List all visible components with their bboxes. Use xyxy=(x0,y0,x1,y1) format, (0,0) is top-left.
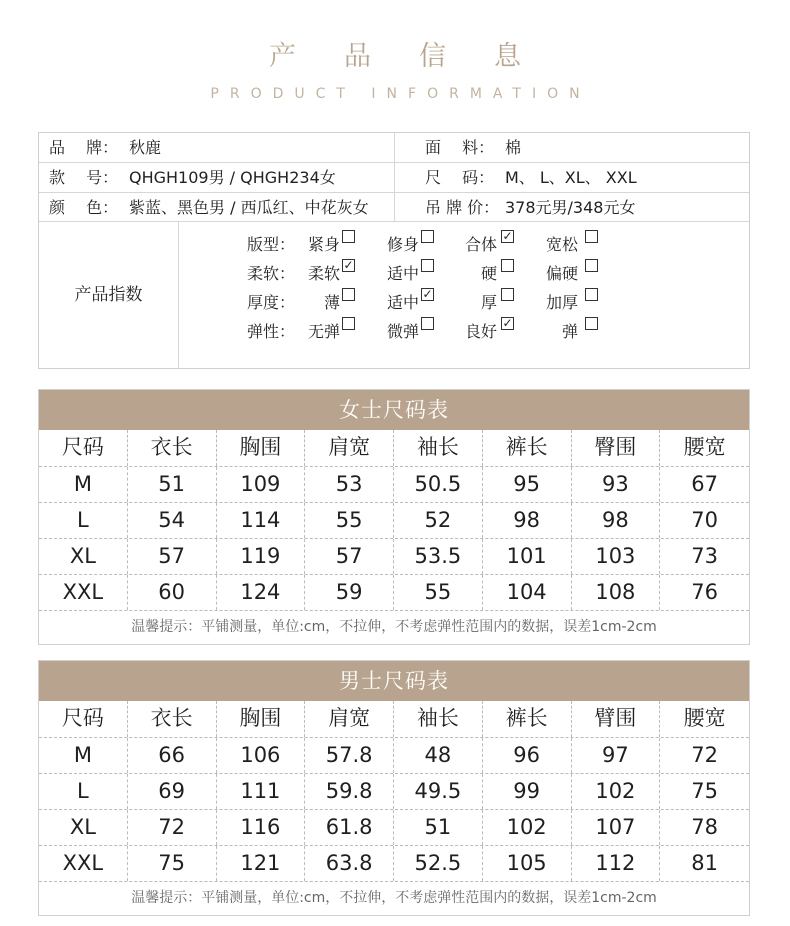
checkbox-icon xyxy=(585,288,598,301)
table-cell: 97 xyxy=(572,738,661,773)
table-cell: M xyxy=(39,738,128,773)
column-header: 肩宽 xyxy=(305,701,394,737)
table-cell: 53.5 xyxy=(394,539,483,574)
table-cell: M xyxy=(39,467,128,502)
table-cell: 106 xyxy=(217,738,306,773)
table-cell: 55 xyxy=(394,575,483,610)
info-row-color xyxy=(39,193,749,222)
column-header: 袖长 xyxy=(394,701,483,737)
table-cell: 116 xyxy=(217,810,306,845)
table-row xyxy=(39,503,749,539)
table-cell: 98 xyxy=(572,503,661,538)
table-row xyxy=(39,738,749,774)
men-size-table xyxy=(38,660,750,916)
table-cell: 81 xyxy=(691,851,718,875)
column-header: 腰宽 xyxy=(683,435,726,459)
table-cell: 70 xyxy=(691,508,718,532)
product-info-table xyxy=(38,132,750,369)
table-header-row xyxy=(39,701,749,738)
column-header: 臀围 xyxy=(572,430,661,466)
table-cell: 60 xyxy=(128,575,217,610)
checkbox-icon xyxy=(342,230,355,243)
column-header: 衣长 xyxy=(128,701,217,737)
table-cell: 108 xyxy=(572,575,661,610)
checked-box-icon: ✓ xyxy=(422,287,433,301)
women-table-title: 女士尺码表 xyxy=(39,390,749,430)
table-cell: 121 xyxy=(217,846,306,881)
men-grid xyxy=(39,701,749,882)
info-row-model xyxy=(39,163,749,193)
table-cell: L xyxy=(39,774,128,809)
index-option-label: 宽松 xyxy=(545,235,578,254)
index-option-label: 厚 xyxy=(480,293,497,312)
table-cell: XXL xyxy=(39,846,128,881)
checkbox-icon xyxy=(585,317,598,330)
checked-box-icon: ✓ xyxy=(502,316,513,330)
table-cell: 93 xyxy=(572,467,661,502)
table-cell: 54 xyxy=(128,503,217,538)
table-cell: 111 xyxy=(217,774,306,809)
checkbox-icon xyxy=(421,230,434,243)
table-cell: 114 xyxy=(217,503,306,538)
table-cell: 61.8 xyxy=(305,810,394,845)
table-cell: L xyxy=(39,503,128,538)
checkbox-icon xyxy=(585,259,598,272)
table-cell: 112 xyxy=(572,846,661,881)
table-cell: 99 xyxy=(483,774,572,809)
column-header: 臂围 xyxy=(572,701,661,737)
table-cell: 75 xyxy=(691,779,718,803)
brand-value: 秋鹿 xyxy=(129,138,162,157)
index-title: 产品指数 xyxy=(74,285,143,305)
index-row-label: 柔软： xyxy=(247,264,296,283)
table-cell: 76 xyxy=(691,580,718,604)
table-cell: 51 xyxy=(128,467,217,502)
column-header: 裤长 xyxy=(483,430,572,466)
table-cell: 59.8 xyxy=(305,774,394,809)
column-header: 腰宽 xyxy=(683,706,726,730)
checkbox-icon xyxy=(342,288,355,301)
women-size-table xyxy=(38,389,750,645)
table-cell: 124 xyxy=(217,575,306,610)
checkbox-icon xyxy=(342,317,355,330)
index-option-label: 良好 xyxy=(464,322,497,341)
women-grid xyxy=(39,430,749,611)
index-option-label: 微弹 xyxy=(386,322,419,341)
table-cell: 57.8 xyxy=(305,738,394,773)
table-cell: 50.5 xyxy=(394,467,483,502)
table-row xyxy=(39,467,749,503)
table-row xyxy=(39,539,749,575)
checkbox-icon xyxy=(501,259,514,272)
table-cell: 59 xyxy=(305,575,394,610)
index-row xyxy=(207,230,747,259)
table-cell: 67 xyxy=(691,472,718,496)
index-option-label: 紧身 xyxy=(307,235,340,254)
index-grid xyxy=(207,230,747,346)
table-cell: 48 xyxy=(394,738,483,773)
brand-label: 品 牌： xyxy=(49,138,119,157)
women-table-note: 温馨提示：平铺测量，单位:cm，不拉伸，不考虑弹性范围内的数据，误差1cm-2cm xyxy=(131,619,657,635)
index-option-label: 加厚 xyxy=(545,293,578,312)
color-label: 颜 色： xyxy=(49,198,119,217)
column-header: 肩宽 xyxy=(305,430,394,466)
index-row xyxy=(207,259,747,288)
table-cell: 107 xyxy=(572,810,661,845)
table-cell: 102 xyxy=(483,810,572,845)
price-value: 378元男/348元女 xyxy=(505,198,636,217)
index-option-label: 适中 xyxy=(386,293,419,312)
table-row xyxy=(39,810,749,846)
column-header: 衣长 xyxy=(128,430,217,466)
index-row-label: 厚度： xyxy=(247,293,296,312)
table-cell: 49.5 xyxy=(394,774,483,809)
checkbox-icon xyxy=(501,288,514,301)
table-cell: XXL xyxy=(39,575,128,610)
table-row xyxy=(39,774,749,810)
table-cell: 103 xyxy=(572,539,661,574)
table-cell: 102 xyxy=(572,774,661,809)
table-row xyxy=(39,846,749,882)
table-cell: 69 xyxy=(128,774,217,809)
column-header: 胸围 xyxy=(217,430,306,466)
index-option-label: 柔软 xyxy=(307,264,340,283)
index-row xyxy=(207,317,747,346)
checkbox-icon xyxy=(585,230,598,243)
index-option-label: 弹 xyxy=(561,322,578,341)
table-cell: 109 xyxy=(217,467,306,502)
table-cell: 101 xyxy=(483,539,572,574)
column-header: 尺码 xyxy=(39,701,128,737)
index-option-label: 适中 xyxy=(386,264,419,283)
table-cell: 57 xyxy=(305,539,394,574)
checkbox-icon xyxy=(421,259,434,272)
table-cell: 104 xyxy=(483,575,572,610)
table-cell: 72 xyxy=(128,810,217,845)
checked-box-icon: ✓ xyxy=(502,229,513,243)
checkbox-icon xyxy=(421,317,434,330)
fabric-value: 棉 xyxy=(505,138,522,157)
column-header: 裤长 xyxy=(483,701,572,737)
column-header: 胸围 xyxy=(217,701,306,737)
column-header: 袖长 xyxy=(394,430,483,466)
section-subtitle: PRODUCT INFORMATION xyxy=(210,86,591,102)
table-cell: 52 xyxy=(394,503,483,538)
info-row-brand xyxy=(39,133,749,163)
table-cell: 53 xyxy=(305,467,394,502)
table-cell: 55 xyxy=(305,503,394,538)
section-title: 产品信息 xyxy=(269,41,569,72)
column-divider xyxy=(178,222,179,369)
model-value: QHGH109男 / QHGH234女 xyxy=(129,168,336,187)
men-table-title: 男士尺码表 xyxy=(39,661,749,701)
index-option-label: 修身 xyxy=(386,235,419,254)
table-header-row xyxy=(39,430,749,467)
price-label: 吊 牌 价： xyxy=(425,198,500,217)
index-option-label: 无弹 xyxy=(307,322,340,341)
checked-box-icon: ✓ xyxy=(343,258,354,272)
table-cell: 105 xyxy=(483,846,572,881)
table-row xyxy=(39,575,749,611)
color-value: 紫蓝、黑色男 / 西瓜红、中花灰女 xyxy=(129,198,369,217)
table-cell: 63.8 xyxy=(305,846,394,881)
index-row-label: 弹性： xyxy=(247,322,296,341)
men-table-note: 温馨提示：平铺测量，单位:cm，不拉伸，不考虑弹性范围内的数据，误差1cm-2cm xyxy=(131,890,657,906)
table-cell: 57 xyxy=(128,539,217,574)
table-cell: 119 xyxy=(217,539,306,574)
table-cell: 72 xyxy=(691,743,718,767)
index-option-label: 硬 xyxy=(480,264,497,283)
size-label: 尺 码： xyxy=(425,168,495,187)
index-option-label: 偏硬 xyxy=(545,264,578,283)
index-row-label: 版型： xyxy=(247,235,296,254)
column-header: 尺码 xyxy=(39,430,128,466)
model-label: 款 号： xyxy=(49,168,119,187)
table-cell: 52.5 xyxy=(394,846,483,881)
table-cell: XL xyxy=(39,539,128,574)
table-cell: 51 xyxy=(394,810,483,845)
index-row xyxy=(207,288,747,317)
table-cell: 95 xyxy=(483,467,572,502)
table-cell: 75 xyxy=(128,846,217,881)
table-cell: 98 xyxy=(483,503,572,538)
index-option-label: 合体 xyxy=(464,235,497,254)
table-cell: 66 xyxy=(128,738,217,773)
table-cell: 78 xyxy=(691,815,718,839)
table-cell: XL xyxy=(39,810,128,845)
index-option-label: 薄 xyxy=(323,293,340,312)
size-value: M、 L、XL、 XXL xyxy=(505,168,637,187)
fabric-label: 面 料： xyxy=(425,138,495,157)
table-cell: 96 xyxy=(483,738,572,773)
table-cell: 73 xyxy=(691,544,718,568)
